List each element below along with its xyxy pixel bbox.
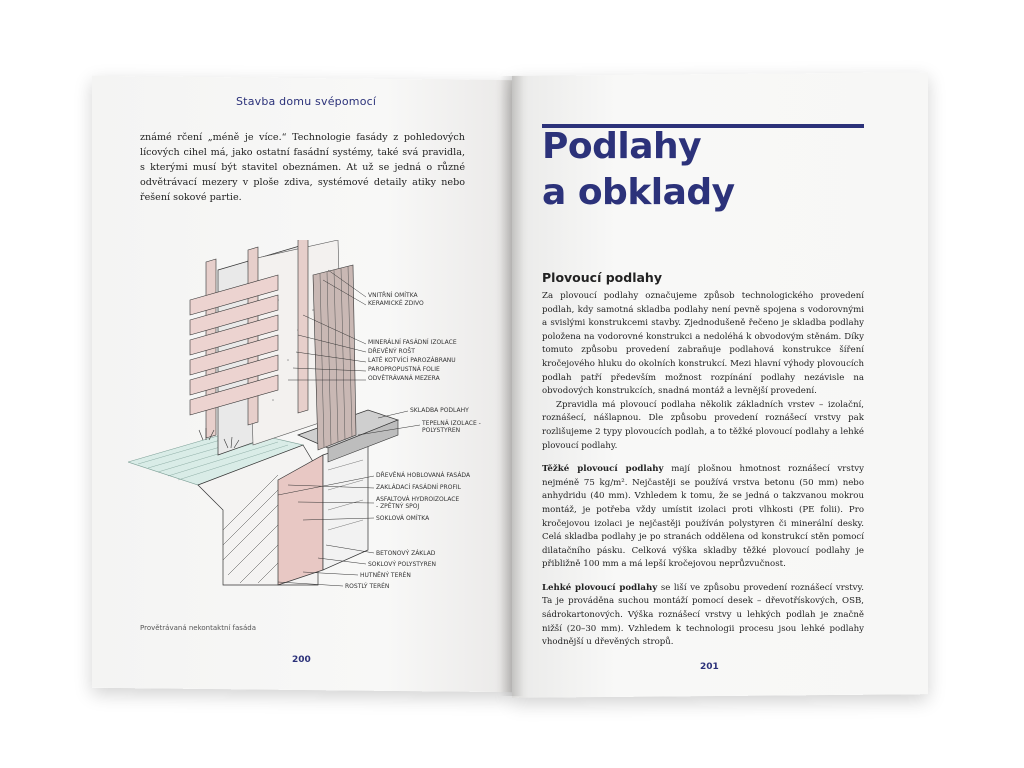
figure-label: DŘEVĚNÝ ROŠT <box>368 348 415 355</box>
figure-label: ASFALTOVÁ HYDROIZOLACE <box>376 496 460 503</box>
figure-label: PAROPROPUSTNÁ FOLIE <box>368 366 440 373</box>
figure-label: MINERÁLNÍ FASÁDNÍ IZOLACE <box>368 339 457 346</box>
chapter-title-line1: Podlahy <box>542 126 702 167</box>
page-number-right: 201 <box>700 662 719 672</box>
figure-label: HUTNĚNÝ TERÉN <box>360 572 411 579</box>
figure-label: LATĚ KOTVÍCÍ PAROZÁBRANU <box>368 357 456 364</box>
figure-label: SOKLOVÝ POLYSTYREN <box>368 561 437 568</box>
figure-label: TEPELNÁ IZOLACE - <box>422 420 481 427</box>
paragraph-text: se liší ve způsobu provedení roznášecí vrstvy. Ta je prováděna suchou montáží pomocí desek – dřevotřískových, OSB, sádrokartonových. Výška roznášecí vrstvy u lehkých podlah je značně nižší (20–30 mm). Vzhledem k technologii procesu jsou lehké podlahy vhodnější u dřevěných stropů. <box>542 582 864 648</box>
figure-label: ROSTLÝ TERÉN <box>345 583 390 590</box>
figure-label: SOKLOVÁ OMÍTKA <box>376 515 430 522</box>
figure-label: POLYSTYREN <box>422 427 461 434</box>
paragraph-lead: Těžké plovoucí podlahy <box>542 464 664 475</box>
paragraph-light-floors <box>542 582 864 650</box>
running-head: Stavba domu svépomocí <box>236 95 377 108</box>
section-title: Plovoucí podlahy <box>542 270 662 285</box>
figure-caption: Provětrávaná nekontaktní fasáda <box>140 624 256 632</box>
left-intro-text: známé rčení „méně je více.“ Technologie fasády z pohledových lícových cihel má, jako ostatní fasádní systémy, také svá pravidla, s kterými musí být stavitel obeznámen. At už se jedná o různé odvětrávací mezery v ploše zdiva, systémové detaily atiky nebo řešení sokové partie. <box>140 132 465 203</box>
right-body-text <box>542 290 864 650</box>
page-number-left: 200 <box>292 655 311 665</box>
paragraph-lead: Lehké plovoucí podlahy <box>542 582 658 593</box>
figure-label: ODVĚTRÁVANÁ MEZERA <box>368 375 440 382</box>
figure-label: BETONOVÝ ZÁKLAD <box>376 550 436 557</box>
chapter-title <box>542 124 872 216</box>
facade-section-figure <box>128 240 498 610</box>
paragraph: Zpravidla má plovoucí podlaha několik základních vrstev – izolační, roznášecí, nášlapnou. Dle způsobu provedení roznášecí vrstvy pak rozlišujeme 2 typy plovoucích podlah, a to těžké plovoucí podlahy a lehké plovoucí podlahy. <box>542 399 864 451</box>
figure-label: DŘEVĚNÁ HOBLOVANÁ FASÁDA <box>376 472 471 479</box>
book-gutter <box>500 76 524 696</box>
chapter-title-line2: a obklady <box>542 172 735 213</box>
paragraph: Za plovoucí podlahy označujeme způsob technologického provedení podlah, kdy samotná skladba podlahy není pevně spojena s vodorovnými a svislými konstrukcemi stavby. Zjednodušeně řečeno je skladba podlahy položena na vodorovné konstrukci a nedoléhá k obvodovým stěnám. Díky tomuto způsobu provedení zabraňuje podlahová konstrukce šíření kročejového hluku do okolních konstrukcí. Mezi hlavní výhody plovoucích podlah patří především možnost rozpínání podlahy nezávisle na obvodových konstrukcích, snadná montáž a levnější provedení. <box>542 291 864 397</box>
figure-label: KERAMICKÉ ZDIVO <box>368 300 424 307</box>
paragraph-text: mají plošnou hmotnost roznášecí vrstvy nejméně 75 kg/m². Nejčastěji se používá vrstva betonu (50 mm) nebo anhydridu (40 mm). Vzhledem k tomu, že se jedná o takzvanou mokrou montáž, je potřeba vždy umístit izolaci proti vlhkosti (PE folii). Pro kročejovou izolaci je nejčastěji používán polystyren či minerální desky. Celá skladba podlahy je po stranách oddělena od konstrukcí stěn pomocí dilatačního pásku. Celková výška skladby těžké plovoucí podlahy je přibližně 100 mm a má lepší kročejovou neprůzvučnost. <box>542 464 864 570</box>
figure-label: - ZPĚTNÝ SPOJ <box>376 503 420 510</box>
figure-label: SKLADBA PODLAHY <box>410 407 469 414</box>
paragraph-heavy-floors <box>542 463 864 572</box>
figure-label: VNITŘNÍ OMÍTKA <box>368 292 418 299</box>
figure-label: ZAKLÁDACÍ FASÁDNÍ PROFIL <box>376 484 462 491</box>
